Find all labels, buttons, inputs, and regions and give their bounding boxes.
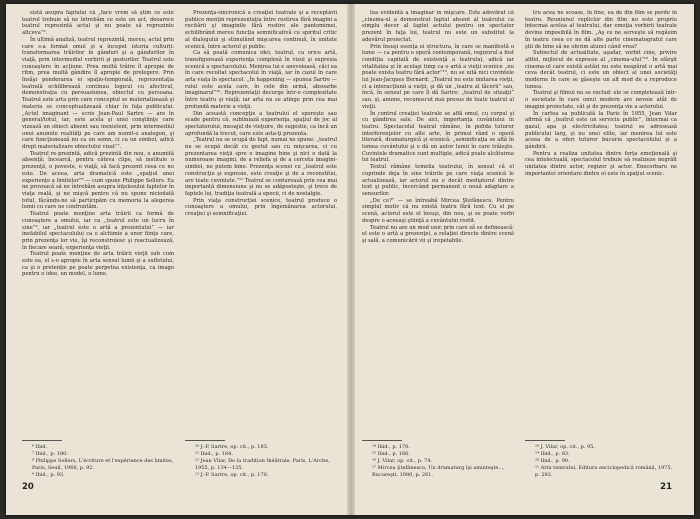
- page-number-right: 21: [660, 482, 672, 492]
- footnote: ⁸ Philippe Sollers, L'écriture et l'expérience des limites, Paris, Seuil, 1968, p. 92.: [32, 458, 174, 471]
- footnote: ⁶ Ibid.: [32, 444, 48, 450]
- footnotes-left-col1: [22, 444, 174, 479]
- paragraph: „De ce?” — se întreabă Mircea Ştefănescu. Pentru simplul motiv că nu există teatru fără text. Cu el pe scenă, actorul este el însuşi, din nou, şi se poate vorbi despre o aceeaşi ştiinţă a cuvântului rostit.: [362, 197, 514, 224]
- footnote-rule: [525, 440, 565, 441]
- paragraph: Teatrul nu are un mod unic prin care să se definească: el este o artă a prezenţei, a relaţiei directe dintre scenă şi sală, a comunicării vii şi irepetabile.: [362, 224, 514, 244]
- paragraph: În contrul creaţiei teatrale se află omul, cu corpul şi cu gândirea sale. De aici, importanţa cuvântului în teatru. Spectacolul teatral rămâne, în pofida tuturor interferenţelor cu alte arte, în primul rând o operă literară, dramaturgică şi scenică: „semnificaţia se află în lumea cuvântului şi o dă un autor lumii în care trăieşte. Cuvintele dramatice sunt multiple, adică poate alcătuirea lui teatrul.: [362, 110, 514, 164]
- footnote: ⁹ Ibid., p. 93.: [32, 472, 65, 478]
- paragraph: Prezenţa-sincronică a creaţiei teatrale şi a receptării publice mențin reprezentaţia între rostirea fără imagini a recitării şi imaginile fără rostire ale pantomimei, echilibrând mereu funcţia semnificativă cu spiritul critic al dialogului şi stimulând mişcarea continuă, în unitate scenică, între actorul şi public.: [185, 10, 337, 50]
- footnote: ²¹ Arta teatrului, Editura enciclopedică română, 1975, p. 292.: [535, 465, 673, 478]
- paragraph: Textul rămâne temelia teatrului, în sensul că el cuprinde deja în sine trăirile pe care viaţa scenică le actualizează, iar actorul nu e decât mediatorul dintre text şi public, încercând permanent o nouă adaptare a sensurilor.: [362, 164, 514, 197]
- paragraph: Din această concepţie a teatrului el sporeşte sau scade pentru că, subliniază experienţa, spaţiul de joc al spectatorului, mesajul de vieţuire, de sugestie, ca încă un aprofundă la trecut, care este asta-ţi prezenta.: [185, 110, 337, 137]
- book-spread: [6, 4, 694, 515]
- paragraph: Prin însuşi esenţa ei structura, în care se manifestă o lume — ca pentru o operă contemporană, regizorul a fost condiţia capitală de existenţă a teatrului, adică iar vitalitatea şi în acelaşi timp ca o artă a vieţii scenice „nu poate exista teatru fără actor”¹⁵, nu se uită nici cuvintele lui Jean-Jacques Bernard: „Teatrul nu este imitarea vieţii, ci a interacţiunii a vieţii, şi dă un „teatru al tăcerii” sau, încă, în sensul pe care îl dă Sartre: „teatrul de situaţii” sau, şi, anume, recunoscut mai presus de toate teatrul al vieţii.: [362, 43, 514, 110]
- right-column-1: [362, 10, 514, 440]
- paragraph: În ultimă analiză, teatrul reprezintă, mereu, actul prin care s-a format omul şi a început istoria culturii: transformarea trăirilor în gânduri şi a gândurilor în viaţă, prin intermediul vorbirii şi gesturilor. Teatrul este cunoaştere în acţiune. Prea multă trăire îl apropie de ritm, prea multă gândire îl apropie de prelegere. Prin însăşi ponderarea ei spaţio-temporală, reprezentaţia teatrală echilibrează continuu logicul cu afectivul, demonstraţia cu persuasiunea, obiectul cu persoana. Teatrul este arta prin care conceptul se materializează şi materia se conceptualizează chiar în faţa publicului. „Actul imaginant — scrie Jean-Paul Sartre — are în general/totul, iar, este acela şi unei conştiinţe care vizează un obiect absent sau inexistent, prin intermediul unui anumite realităţi pe care am numit-o analogon, şi care funcţionează nu ca un semn, ci ca un simbol, adică drept materializare obiectului vizat”⁷.: [22, 36, 174, 151]
- paragraph: sistă asupra faptului că „face vrem să ştim ce este teatrul trebuie să ne întrebăm ce este un act, deoarece teatrul reprezintă actul şi nu poate să reprezinte altceva”⁶.: [22, 10, 174, 37]
- footnote: ¹⁹ Ibid., p. 83.: [535, 451, 570, 457]
- footnote: ¹⁰ J.-P. Sartre, op. cit., p. 183.: [195, 444, 269, 450]
- paragraph: tea evidentă a imaginar în mişcare. Este adevărat că „cinema-ul a demonstrat faptul absent al teatrului ca simplu decor al faptei actului pentru un spectator prezent în faţa lui, teatrul nu este un substitut la adevărul proiectat.: [362, 10, 514, 43]
- paragraph: Teatrul poate menţine de arta trăirii vieţii sub cum este ea, el s-o apropie în arta sensul lumii şi a sufletului, ca şi o pretenţie pe poate perpetua existenţa, ca imago pentru o idee, un model, o lume.: [22, 251, 174, 278]
- footnote-rule: [22, 440, 62, 441]
- paragraph: Subiectul de actualitate, aşadar, vorbit cine, privire altfel, mijlocul de expresie al „cinema-ului”¹⁶. În sfârşit cinema-ul care există astăzi nu este neapărat o artă mai ceva decât teatrul, ci este un obiect al unei societăţi moderne în care se găseşte un alt mod de a reproduce lumea.: [525, 50, 677, 90]
- footnotes-right-col2: [525, 444, 677, 479]
- paragraph: Teatrul poate menţine arta trăirii ca formă de cunoaştere a omului, iar ca ,,teatrul este un lucru în sine”⁹, iar „teatrul este o artă a prezentului” — iar inefabilul spectacolului ca o alchimie a unor fiinţe care, prin prezenţa lor vie, îşi reconstruiesc şi reactualizează, în fiecare seară, experienţa vieţii.: [22, 211, 174, 251]
- paragraph: Teatrul şi filmul nu se exclud: ele se completează într-o societate în care omul modern are nevoie atât de imagini proiectate, cât şi de prezenţa vie a actorului.: [525, 90, 677, 110]
- footnote: ¹¹ Ibid., p. 184.: [195, 451, 233, 457]
- footnotes-right-col1: [362, 444, 514, 479]
- paragraph: „Teatrul nu se ocupă de fapt, numai ne spune: „teatrul nu se ocupă decât cu gestul sau cu mişcarea, ci cu prezentarea vieţii spre o imagine bine şi nici o dată la numeroase imagini, de a reliefa şi de a cerceta imagini-simbol, ne putem bine. Prezenţa scenei cu „teatrul este construcţie şi expresie, este creaţie şi de a reconstitui, are toate cuvintele.”¹¹ Teatrul se conturează prin cea mai importantă dimensiune şi nu se adăposteşte, şi trece de faptele lui, tradiţia teatrală a epocii, ci de nostalgie.: [185, 137, 337, 197]
- footnote-rule: [362, 440, 402, 441]
- footnote: ¹² Jean Vilar, De la tradition théâtrale, Paris, L'Arche, 1955, p. 134—135.: [195, 458, 330, 471]
- page-number-left: 20: [22, 482, 34, 492]
- left-page: [22, 4, 338, 515]
- footnotes-left-col2: [185, 444, 337, 479]
- left-column-1: [22, 10, 174, 440]
- left-column-2: [185, 10, 337, 440]
- right-page: [362, 4, 680, 515]
- footnote: ¹⁶ J. Vilar, op. cit., p. 74.: [372, 458, 433, 464]
- paragraph: În cartea sa publicată la Paris în 1955, Jean Vilar afirmă că „teatrul este un serviciu public”, întocmai ca gazul, apa şi electricitatea; teatrul se adresează publicului larg, şi nu unei elite, iar menirea lui este aceea de a oferi tuturor bucuria spectacolului şi a gândirii.: [525, 110, 677, 151]
- paragraph: Ca să poată comunica idei, teatrul, ca orice artă, transfigurează experienţa complexă în vizul şi expresia scenică a spectacolului. Menirea lui e anevoioasă, căci ea în care recoltat spectacolul în viaţă, iar în cazul în care arta viaţa în spectacol. „În happening — spunea Sartre — rolul este acela care, în cele din urmă, absoarbe imaginarul”¹⁰. Reprezentaţii decurge într-o complexitate între teatru şi viaţă; iar arta nu se atinge prin cea mai profundă materie a vieţii.: [185, 50, 337, 110]
- footnote: ¹³ J.-P. Sartre, op. cit., p. 170.: [195, 472, 269, 478]
- footnote: ¹⁴ Ibid., p. 170.: [372, 444, 410, 450]
- paragraph: Prin viaţa construcţiei scenice, teatrul produce o cunoaştere a omului, prin îngemănarea actorului, creaţiei şi semnificaţiei.: [185, 197, 337, 218]
- footnote: ⁷ Ibid., p. 190.: [32, 451, 68, 457]
- footnote-rule: [185, 440, 225, 441]
- footnote: ¹⁷ Mircea Ştefănescu, Un dramaturg îşi aminteşte..., Bucureşti, 1980, p. 261.: [372, 465, 505, 478]
- paragraph: Pentru a realiza unitatea dintre forţa emoţională şi cea intelectuală, spectacolul trebuie să realizeze negrăit unitatea dintre actor, regizor şi actor. Enecorbaru ne importantei orientare dintre ei este în spaţiul scenic.: [525, 150, 677, 177]
- footnote: ¹⁵ Ibid., p. 186.: [372, 451, 410, 457]
- footnote: ¹⁸ J. Vilar, op. cit., p. 95.: [535, 444, 596, 450]
- book-gutter: [347, 4, 355, 515]
- paragraph: tru acea ne scoase, în fine, ea de din film se perde în teatru. Reuniunul repliclor din film nu este propriu întocmai acelea al teatrului, dar emoţia vorbirii teatrale devine imposibilă în film. „Aş ce ne serveşte să regăsim în teatru ceea ce ne dă alte parte cinematograful care ştii de bine să ne oferim atunci când vrea?: [525, 10, 677, 50]
- right-column-2: [525, 10, 677, 440]
- footnote: ²⁰ Ibid., p. 90.: [535, 458, 570, 464]
- paragraph: Teatrul re-prezintă, adică prezintă din nou, o anumită absenţă; încearcă, pentru câteva clipe, să instituie o prezenţă, o poveste, o viaţă, să facă prezent ceea ce nu este. De aceea, arta dramatică este „spaţiul unei experienţe a limitelor”⁸ — cum spune Philippe Sollers. Ea ne provoacă să ne întrebăm asupra înţelesului faptelor în viaţa reală, şi ne mişcă pentru că nu spune niciodată totul, făcându-ne să participăm cu memoria la alegerea lumii cu care ne confruntăm.: [22, 150, 174, 211]
